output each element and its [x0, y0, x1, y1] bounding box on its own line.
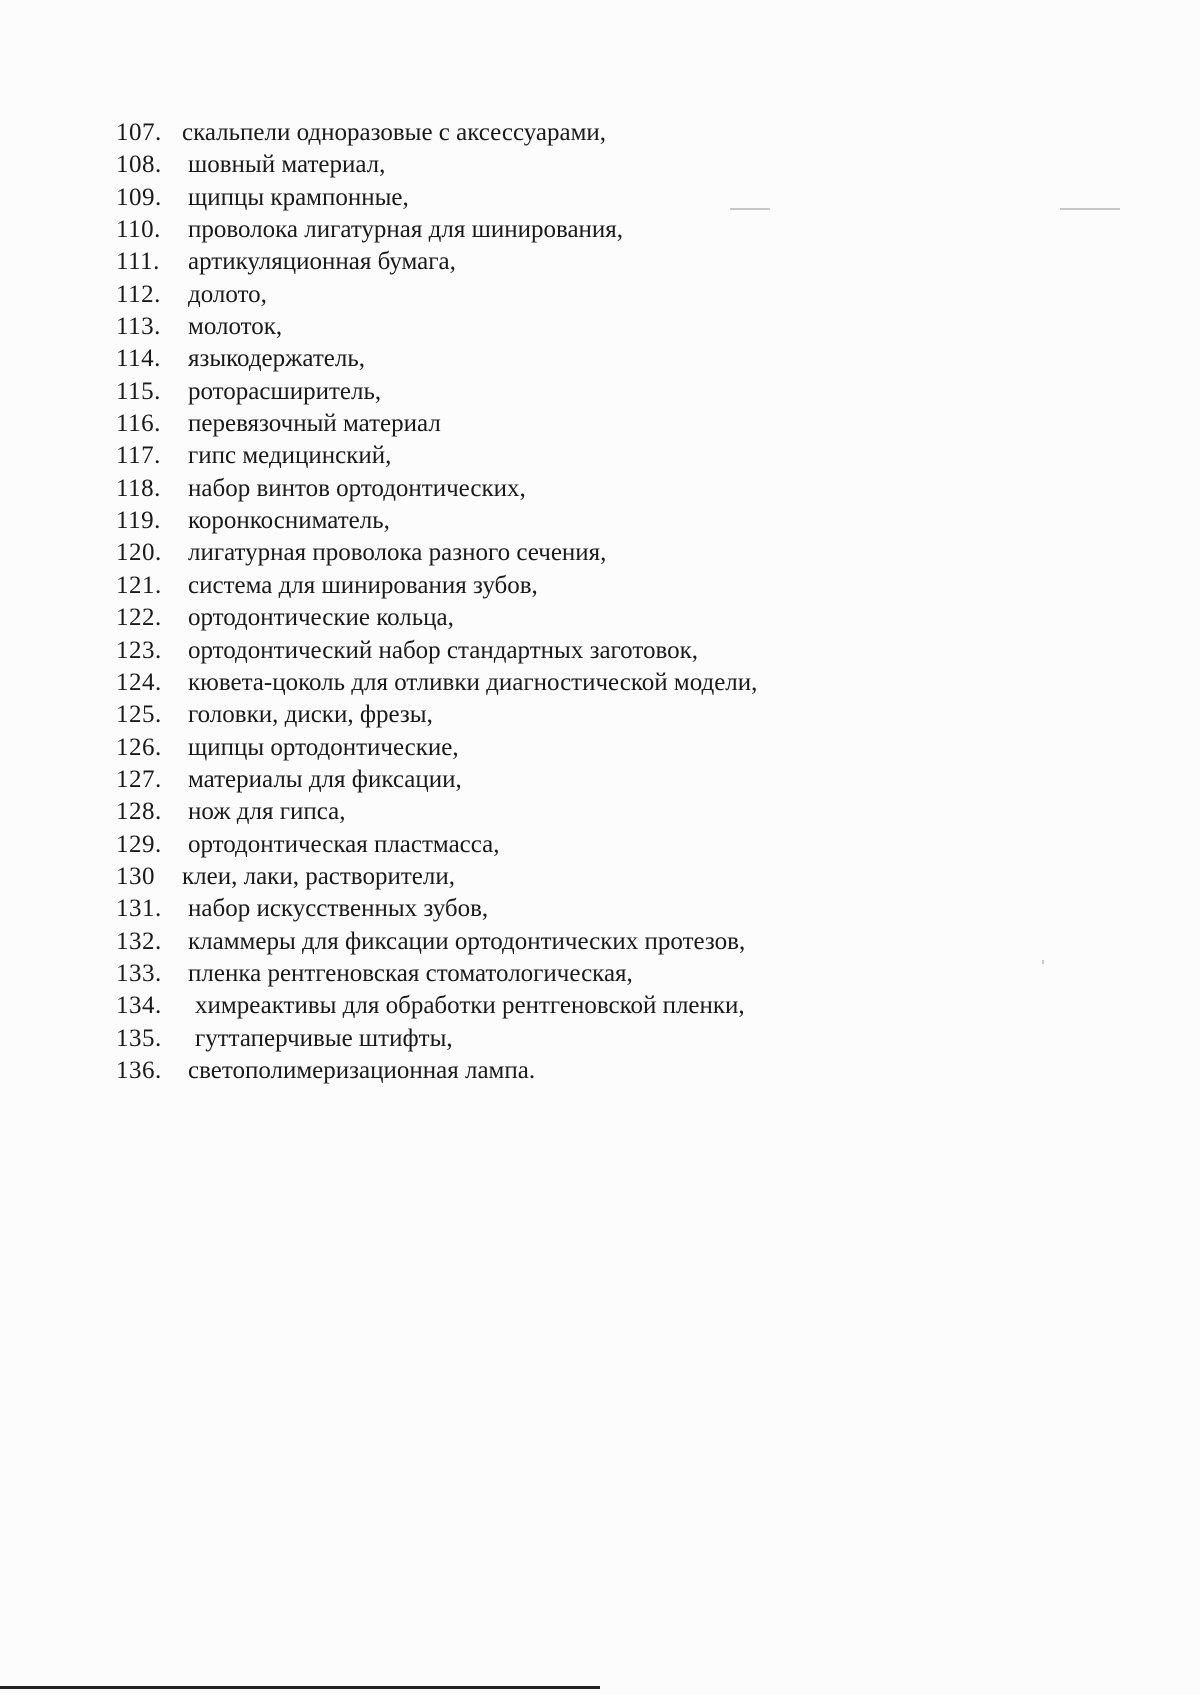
list-item	[116, 1023, 757, 1055]
list-item	[116, 990, 757, 1022]
item-text: языкодержатель,	[188, 345, 366, 373]
item-number: 116.	[116, 410, 161, 438]
item-text: гуттаперчивые штифты,	[195, 1024, 453, 1052]
list-item	[116, 635, 757, 667]
item-list	[116, 117, 757, 1087]
item-text: нож для гипса,	[188, 798, 346, 826]
scan-speck	[730, 208, 770, 210]
list-item	[116, 764, 757, 796]
item-text: щипцы крампонные,	[188, 183, 409, 211]
item-text: система для шинирования зубов,	[188, 571, 538, 599]
item-number: 123.	[116, 636, 162, 664]
list-item	[116, 473, 757, 505]
item-number: 109.	[116, 183, 162, 211]
list-item	[116, 667, 757, 699]
item-number: 107.	[116, 119, 162, 146]
list-item	[116, 246, 757, 278]
item-text: светополимеризационная лампа.	[188, 1056, 536, 1084]
item-number: 113.	[116, 313, 161, 341]
item-text: артикуляционная бумага,	[188, 248, 456, 276]
item-number: 108.	[116, 151, 162, 179]
item-number: 129.	[116, 830, 162, 858]
list-item	[116, 279, 757, 311]
list-item	[116, 699, 757, 731]
item-number: 127.	[116, 765, 162, 793]
list-item	[116, 570, 757, 602]
item-text: молоток,	[188, 313, 283, 341]
item-number: 134.	[116, 992, 162, 1020]
list-item	[116, 117, 757, 149]
item-number: 125.	[116, 701, 162, 729]
item-number: 133.	[116, 959, 162, 987]
item-number: 136.	[116, 1056, 162, 1084]
item-text: головки, диски, фрезы,	[188, 701, 433, 729]
item-text: ортодонтическая пластмасса,	[188, 830, 500, 858]
item-text: коронкосниматель,	[188, 507, 390, 535]
list-item	[116, 440, 757, 472]
list-item	[116, 214, 757, 246]
item-number: 128.	[116, 798, 162, 826]
list-item	[116, 505, 757, 537]
item-text: щипцы ортодонтические,	[188, 733, 459, 761]
item-number: 135.	[116, 1024, 162, 1052]
item-number: 110.	[116, 216, 161, 244]
item-number: 119.	[116, 507, 161, 535]
list-item	[116, 732, 757, 764]
item-text: проволока лигатурная для шинирования,	[188, 216, 624, 244]
list-item	[116, 861, 757, 893]
list-item	[116, 343, 757, 375]
item-text: лигатурная проволока разного сечения,	[188, 539, 607, 567]
item-text: ортодонтический набор стандартных заготовок,	[188, 636, 698, 664]
item-text: химреактивы для обработки рентгеновской пленки,	[195, 992, 745, 1020]
list-item	[116, 311, 757, 343]
item-text: ортодонтические кольца,	[188, 604, 454, 632]
item-text: пленка рентгеновская стоматологическая,	[188, 959, 633, 987]
item-number: 118.	[116, 474, 161, 502]
list-item	[116, 829, 757, 861]
item-number: 117.	[116, 442, 161, 470]
item-number: 111.	[116, 248, 160, 276]
list-item	[116, 537, 757, 569]
scan-speck	[1060, 208, 1120, 210]
item-number: 126.	[116, 733, 162, 761]
scan-speck	[1042, 960, 1044, 964]
item-number: 121.	[116, 571, 162, 599]
item-text: набор искусственных зубов,	[188, 895, 489, 923]
item-text: скальпели одноразовые с аксессуарами,	[182, 119, 607, 146]
list-item	[116, 1055, 757, 1087]
item-number: 131.	[116, 895, 162, 923]
list-item	[116, 408, 757, 440]
item-text: гипс медицинский,	[188, 442, 392, 470]
item-number: 114.	[116, 345, 161, 373]
item-text: шовный материал,	[188, 151, 386, 179]
list-item	[116, 893, 757, 925]
list-item	[116, 182, 757, 214]
item-text: кювета-цоколь для отливки диагностической модели,	[188, 668, 758, 696]
item-text: набор винтов ортодонтических,	[188, 474, 526, 502]
item-number: 112.	[116, 280, 161, 308]
list-item	[116, 376, 757, 408]
item-number: 132.	[116, 927, 162, 955]
item-number: 124.	[116, 668, 162, 696]
list-item	[116, 958, 757, 990]
scan-bottom-edge	[0, 1686, 600, 1689]
item-text: материалы для фиксации,	[188, 765, 462, 793]
item-number: 120.	[116, 539, 162, 567]
item-number: 115.	[116, 377, 161, 405]
item-text: кламмеры для фиксации ортодонтических протезов,	[188, 927, 746, 955]
item-number: 130	[116, 862, 155, 890]
item-text: перевязочный материал	[188, 410, 441, 438]
item-text: роторасширитель,	[188, 377, 382, 405]
item-number: 122.	[116, 604, 162, 632]
list-item	[116, 796, 757, 828]
item-text: долото,	[188, 280, 267, 308]
list-item	[116, 602, 757, 634]
list-item	[116, 149, 757, 181]
list-item	[116, 926, 757, 958]
item-text: клеи, лаки, растворители,	[182, 862, 455, 890]
